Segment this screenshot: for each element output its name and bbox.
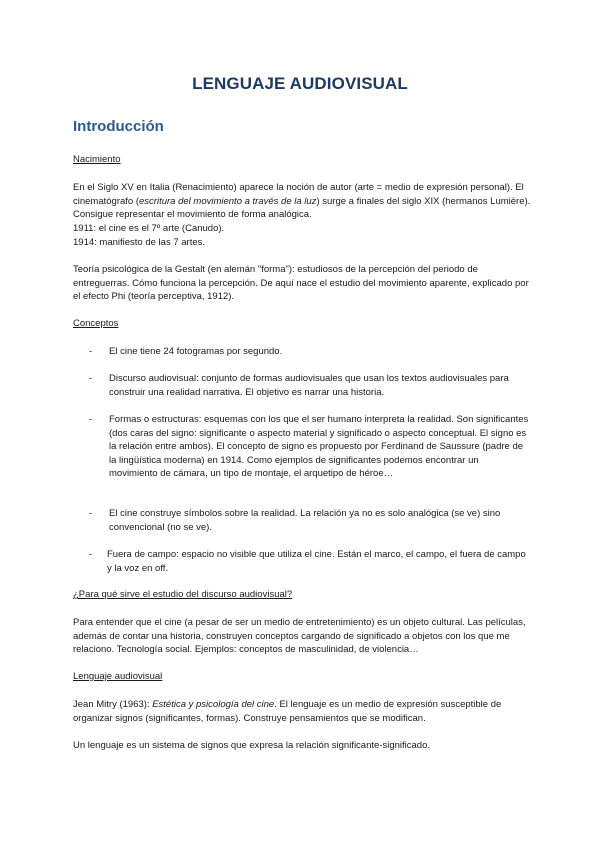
list-item-text: El cine construye símbolos sobre la realidad. La relación ya no es solo analógica (se ve) sino convencional (no se ve). bbox=[109, 508, 501, 533]
list-item-text: Discurso audiovisual: conjunto de formas audiovisuales que usan los textos audiovisuales para construir una realidad narrativa. El objetivo es narrar una historia. bbox=[109, 373, 509, 398]
list-dash: - bbox=[89, 346, 93, 357]
list-dash: - bbox=[89, 373, 93, 384]
list-item-text: El cine tiene 24 fotogramas por segundo. bbox=[109, 346, 283, 357]
subheading-lenguaje-audiovisual: Lenguaje audiovisual bbox=[73, 671, 163, 682]
list-dash: - bbox=[89, 549, 93, 560]
paragraph-mitry bbox=[73, 698, 533, 725]
paragraph-nacimiento-part-b: ) surge a finales del siglo XIX (hermanos Lumière). Consigue representar el movimiento de forma analógica. bbox=[73, 195, 531, 221]
paragraph-gestalt: Teoría psicológica de la Gestalt (en alemán "forma"): estudiosos de la percepción del periodo de entreguerras. Cómo funciona la percepción. De aquí nace el estudio del movimiento aparente, explicado por el efecto Phi (teoría perceptiva, 1912). bbox=[73, 264, 529, 303]
paragraph-mitry-part-a: Jean Mitry (1963): bbox=[73, 699, 153, 710]
list-item-text: Formas o estructuras: esquemas con los que el ser humano interpreta la realidad. Son significantes (dos caras del signo: significante o aspecto material y significado o aspecto conceptual. El signo es la relación entre ambos). El concepto de signo es propuesto por Ferdinand de Saussure (padre de la lingüística moderna) en 1914. Como ejemplos de significantes podemos encontrar un movimiento de cámara, un tipo de montaje, el arquetipo de héroe… bbox=[109, 414, 529, 480]
section-heading-introduccion: Introducción bbox=[73, 118, 164, 135]
subheading-para-que-sirve: ¿Para qué sirve el estudio del discurso audiovisual? bbox=[73, 589, 293, 600]
paragraph-nacimiento-part-a: En el Siglo XV en Italia (Renacimiento) aparece la noción de autor (arte = medio de expresión personal). El cinematógrafo ( bbox=[73, 182, 524, 207]
subheading-nacimiento: Nacimiento bbox=[73, 154, 121, 165]
paragraph-lenguaje-definicion: Un lenguaje es un sistema de signos que expresa la relación significante-significado. bbox=[73, 740, 430, 751]
paragraph-nacimiento bbox=[73, 181, 533, 222]
line-1911: 1911: el cine es el 7º arte (Canudo). bbox=[73, 223, 225, 234]
list-dash: - bbox=[89, 508, 93, 519]
document-title: LENGUAJE AUDIOVISUAL bbox=[192, 74, 408, 93]
subheading-conceptos: Conceptos bbox=[73, 318, 119, 329]
list-dash: - bbox=[89, 414, 93, 425]
paragraph-para-que-sirve: Para entender que el cine (a pesar de ser un medio de entretenimiento) es un objeto cultural. Las películas, además de contar una historia, construyen conceptos cargando de significado a objetos con los que me relaciono. Tecnología social. Ejemplos: conceptos de masculinidad, de violencia… bbox=[73, 617, 526, 656]
line-1914: 1914: manifiesto de las 7 artes. bbox=[73, 236, 206, 248]
list-item-text: Fuera de campo: espacio no visible que utiliza el cine. Están el marco, el campo, el fuera de campo y la voz en off. bbox=[107, 549, 526, 574]
paragraph-mitry-italic: Estética y psicología del cine bbox=[152, 699, 275, 710]
paragraph-mitry-part-b: . El lenguaje es un medio de expresión susceptible de organizar signos (significantes, formas). Construye pensamientos que se modifican. bbox=[73, 699, 502, 724]
paragraph-nacimiento-italic: escritura del movimiento a través de la luz bbox=[139, 195, 317, 207]
